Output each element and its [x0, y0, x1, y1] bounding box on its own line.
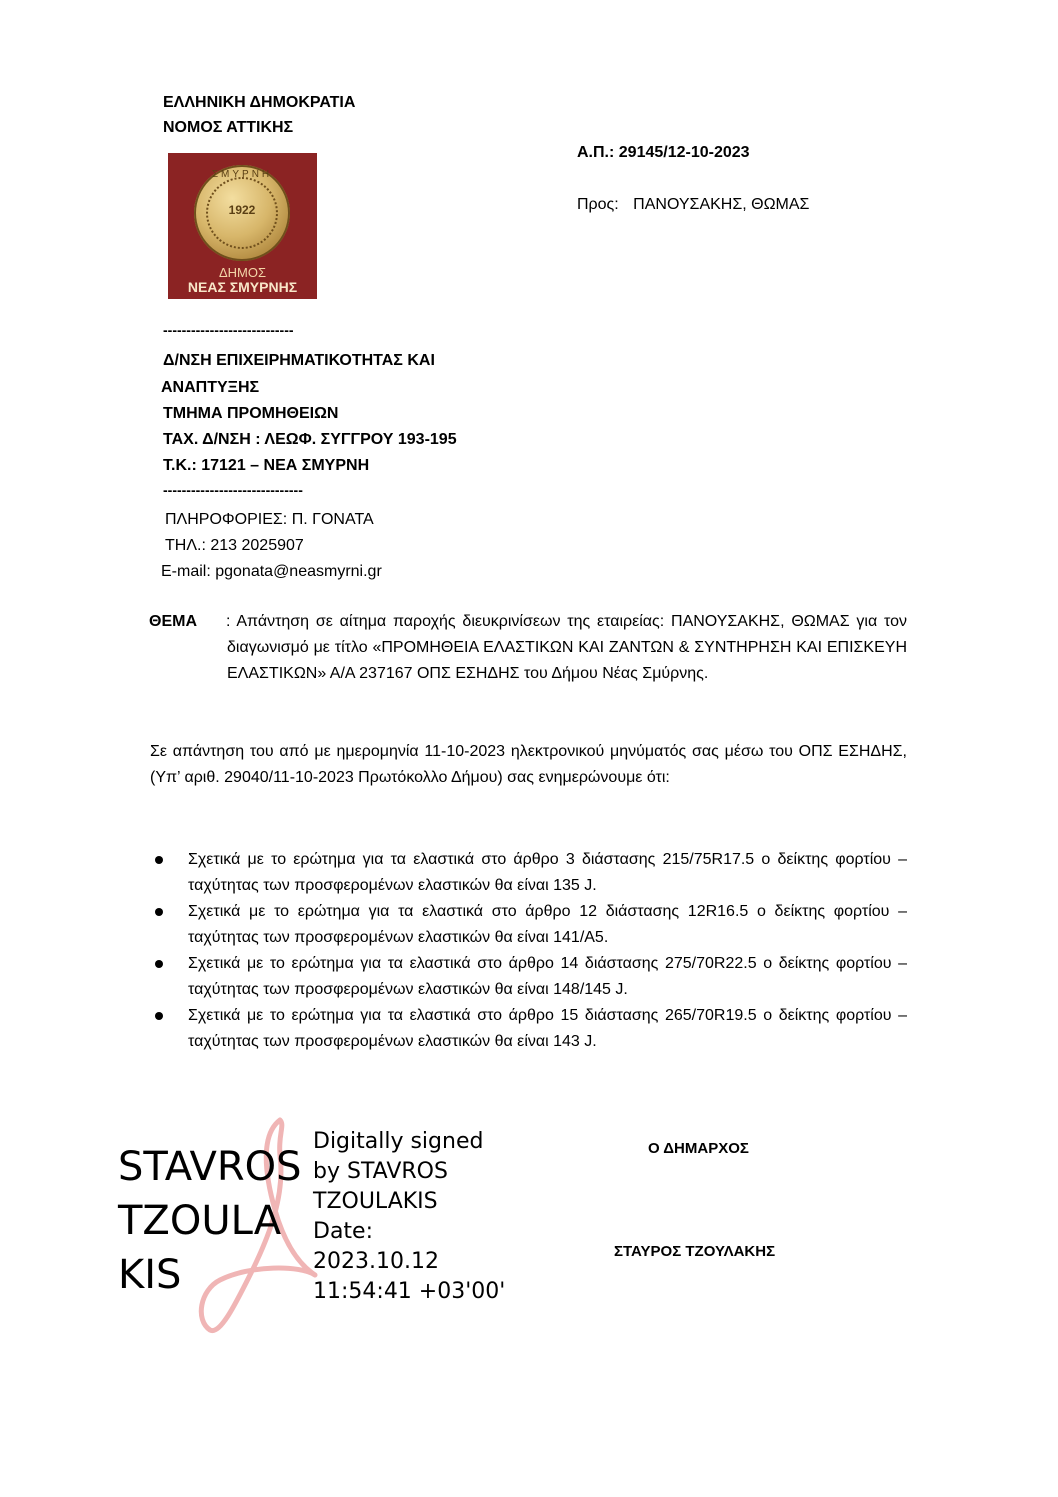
signature-detail-line: TZOULAKIS	[313, 1189, 438, 1214]
signature-name-line: TZOULA	[118, 1198, 282, 1244]
subject-text: : Απάντηση σε αίτημα παροχής διευκρινίσεων της εταιρείας: ΠΑΝΟΥΣΑΚΗΣ, ΘΩΜΑΣ για τον διαγωνισμό με τίτλο «ΠΡΟΜΗΘΕΙΑ ΕΛΑΣΤΙΚΩΝ ΚΑΙ ΖΑΝΤΩΝ & ΣΥΝΤΗΡΗΣΗ ΚΑΙ ΕΠΙΣΚΕΥΗ ΕΛΑΣΤΙΚΩΝ» Α/Α 237167 ΟΠΣ ΕΣΗΔΗΣ του Δήμου Νέας Σμύρνης.	[226, 613, 907, 682]
recipient-label: Προς:	[577, 196, 619, 213]
separator-1: ----------------------------	[163, 322, 294, 338]
header-country: ΕΛΛΗΝΙΚΗ ΔΗΜΟΚΡΑΤΙΑ	[163, 94, 356, 111]
logo-line2: ΝΕΑΣ ΣΜΥΡΝΗΣ	[187, 279, 298, 295]
coin-year: 1922	[228, 203, 256, 217]
bullet-icon	[155, 1012, 163, 1020]
info-email[interactable]: E-mail: pgonata@neasmyrni.gr	[161, 563, 382, 580]
signature-detail-line: 11:54:41 +03'00'	[313, 1279, 506, 1304]
bullet-icon	[155, 960, 163, 968]
recipient-value: ΠΑΝΟΥΣΑΚΗΣ, ΘΩΜΑΣ	[633, 196, 810, 213]
protocol-number: Α.Π.: 29145/12-10-2023	[577, 144, 750, 161]
signature-name-block	[118, 1140, 302, 1302]
signer-name: ΣΤΑΥΡΟΣ ΤΖΟΥΛΑΚΗΣ	[614, 1243, 776, 1260]
bullet-item: Σχετικά με το ερώτημα για τα ελαστικά στο άρθρο 15 διάστασης 265/70R19.5 ο δείκτης φορτίου – ταχύτητας των προσφερομένων ελαστικών θα είναι 143 J.	[155, 1003, 907, 1055]
bullet-icon	[155, 908, 163, 916]
coin-inscription: ΣΜΥΡΝΗ	[211, 169, 273, 180]
bullet-item: Σχετικά με το ερώτημα για τα ελαστικά στο άρθρο 14 διάστασης 275/70R22.5 ο δείκτης φορτίου – ταχύτητας των προσφερομένων ελαστικών θα είναι 148/145 J.	[155, 951, 907, 1003]
signature-detail-line: Digitally signed	[313, 1129, 484, 1154]
department-postal: Τ.Κ.: 17121 – ΝΕΑ ΣΜΥΡΝΗ	[163, 457, 370, 474]
coin-emblem-icon	[194, 165, 290, 261]
department-line1: Δ/ΝΣΗ ΕΠΙΧΕΙΡΗΜΑΤΙΚΟΤΗΤΑΣ ΚΑΙ	[163, 352, 435, 369]
info-phone: ΤΗΛ.: 213 2025907	[165, 537, 304, 554]
signature-name-line: KIS	[118, 1252, 182, 1298]
subject-text-container	[150, 609, 907, 687]
department-line3: ΤΜΗΜΑ ΠΡΟΜΗΘΕΙΩΝ	[163, 405, 339, 422]
signature-detail-line: 2023.10.12	[313, 1249, 439, 1274]
signature-detail-line: by STAVROS	[313, 1159, 448, 1184]
department-address: ΤΑΧ. Δ/ΝΣΗ : ΛΕΩΦ. ΣΥΓΓΡΟΥ 193-195	[163, 431, 457, 448]
intro-paragraph: Σε απάντηση του από με ημερομηνία 11-10-2023 ηλεκτρονικού μηνύματός σας μέσω του ΟΠΣ ΕΣΗΔΗΣ, (Υπ’ αριθ. 29040/11-10-2023 Πρωτόκολλο Δήμου) σας ενημερώνουμε ότι:	[150, 743, 907, 786]
bullet-item: Σχετικά με το ερώτημα για τα ελαστικά στο άρθρο 3 διάστασης 215/75R17.5 ο δείκτης φορτίου – ταχύτητας των προσφερομένων ελαστικών θα είναι 135 J.	[155, 847, 907, 899]
separator-2: ------------------------------	[163, 482, 303, 498]
bullet-item: Σχετικά με το ερώτημα για τα ελαστικά στο άρθρο 12 διάστασης 12R16.5 ο δείκτης φορτίου – ταχύτητας των προσφερομένων ελαστικών θα είναι 141/A5.	[155, 899, 907, 951]
municipality-logo	[168, 153, 317, 299]
signer-title: Ο ΔΗΜΑΡΧΟΣ	[648, 1140, 749, 1157]
logo-line1: ΔΗΜΟΣ	[218, 265, 267, 280]
recipient	[577, 196, 809, 214]
department-line2: ΑΝΑΠΤΥΞΗΣ	[161, 379, 260, 396]
signature-name-line: STAVROS	[118, 1144, 302, 1190]
info-contact: ΠΛΗΡΟΦΟΡΙΕΣ: Π. ΓΟΝΑΤΑ	[165, 511, 374, 528]
subject-label-visible: ΘΕΜΑ	[149, 613, 197, 630]
signature-detail-line: Date:	[313, 1219, 373, 1244]
bullet-icon	[155, 856, 163, 864]
header-prefecture: ΝΟΜΟΣ ΑΤΤΙΚΗΣ	[163, 119, 294, 136]
signature-details	[313, 1127, 505, 1307]
